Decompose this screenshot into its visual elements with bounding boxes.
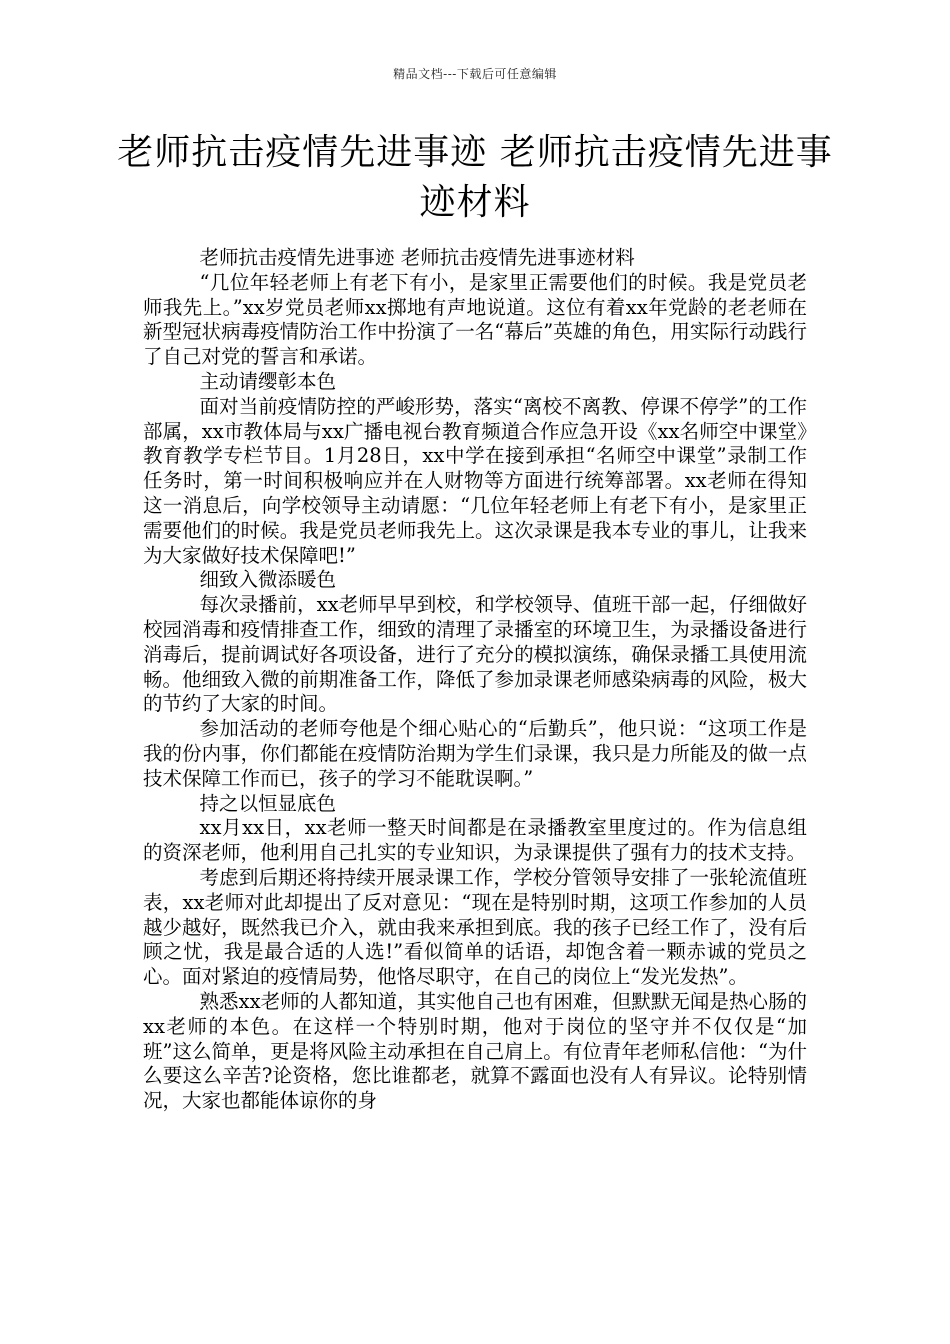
section-heading: 持之以恒显底色: [199, 791, 337, 815]
body-heading: 老师抗击疫情先进事迹 老师抗击疫情先进事迹材料: [199, 246, 635, 269]
document-title: 老师抗击疫情先进事迹 老师抗击疫情先进事迹材料: [117, 132, 833, 223]
body-paragraph: “几位年轻老师上有老下有小，是家里正需要他们的时候。我是党员老师我先上。”xx岁党员老师xx掷地有声地说道。这位有着xx年党龄的老老师在新型冠状病毒疫情防治工作中扮演了一名“幕后”英雄的角色，用实际行动践行了自己对党的誓言和承诺。: [143, 270, 807, 369]
page-header-note: 精品文档---下载后可任意编辑: [393, 67, 557, 81]
body-paragraph: 面对当前疫情防控的严峻形势，落实“离校不离教、停课不停学”的工作部属，xx市教体局与xx广播电视台教育频道合作应急开设《xx名师空中课堂》教育教学专栏节目。1月28日，xx中学在接到承担“名师空中课堂”录制工作任务时，第一时间积极响应并在人财物等方面进行统筹部署。xx老师在得知这一消息后，向学校领导主动请愿：“几位年轻老师上有老下有小，是家里正需要他们的时候。我是党员老师我先上。这次录课是我本专业的事儿，让我来为大家做好技术保障吧!”: [143, 394, 807, 567]
body-paragraph: 每次录播前，xx老师早早到校，和学校领导、值班干部一起，仔细做好校园消毒和疫情排查工作，细致的清理了录播室的环境卫生，为录播设备进行消毒后，提前调试好各项设备，进行了充分的模拟演练，确保录播工具使用流畅。他细致入微的前期准备工作，降低了参加录课老师感染病毒的风险，极大的节约了大家的时间。: [143, 593, 807, 716]
document-body: [143, 246, 807, 1114]
body-paragraph: 熟悉xx老师的人都知道，其实他自己也有困难，但默默无闻是热心肠的xx老师的本色。在这样一个特别时期，他对于岗位的坚守并不仅仅是“加班”这么简单，更是将风险主动承担在自己肩上。有位青年老师私信他：“为什么要这么辛苦?论资格，您比谁都老，就算不露面也没有人有异议。论特别情况，大家也都能体谅你的身: [143, 989, 807, 1113]
section-heading: 细致入微添暖色: [199, 568, 337, 592]
body-paragraph: xx月xx日，xx老师一整天时间都是在录播教室里度过的。作为信息组的资深老师，他利用自己扎实的专业知识，为录课提供了强有力的技术支持。: [143, 816, 807, 865]
body-paragraph: 考虑到后期还将持续开展录课工作，学校分管领导安排了一张轮流值班表，xx老师对此却提出了反对意见：“现在是特别时期，这项工作参加的人员越少越好，既然我已介入，就由我来承担到底。我的孩子已经工作了，没有后顾之忧，我是最合适的人选!”看似简单的话语，却饱含着一颗赤诚的党员之心。面对紧迫的疫情局势，他恪尽职守，在自己的岗位上“发光发热”。: [143, 865, 807, 989]
section-heading: 主动请缨彰本色: [199, 369, 337, 393]
body-paragraph: 参加活动的老师夸他是个细心贴心的“后勤兵”，他只说：“这项工作是我的份内事，你们都能在疫情防治期为学生们录课，我只是力所能及的做一点技术保障工作而已，孩子的学习不能耽误啊。”: [143, 717, 807, 790]
